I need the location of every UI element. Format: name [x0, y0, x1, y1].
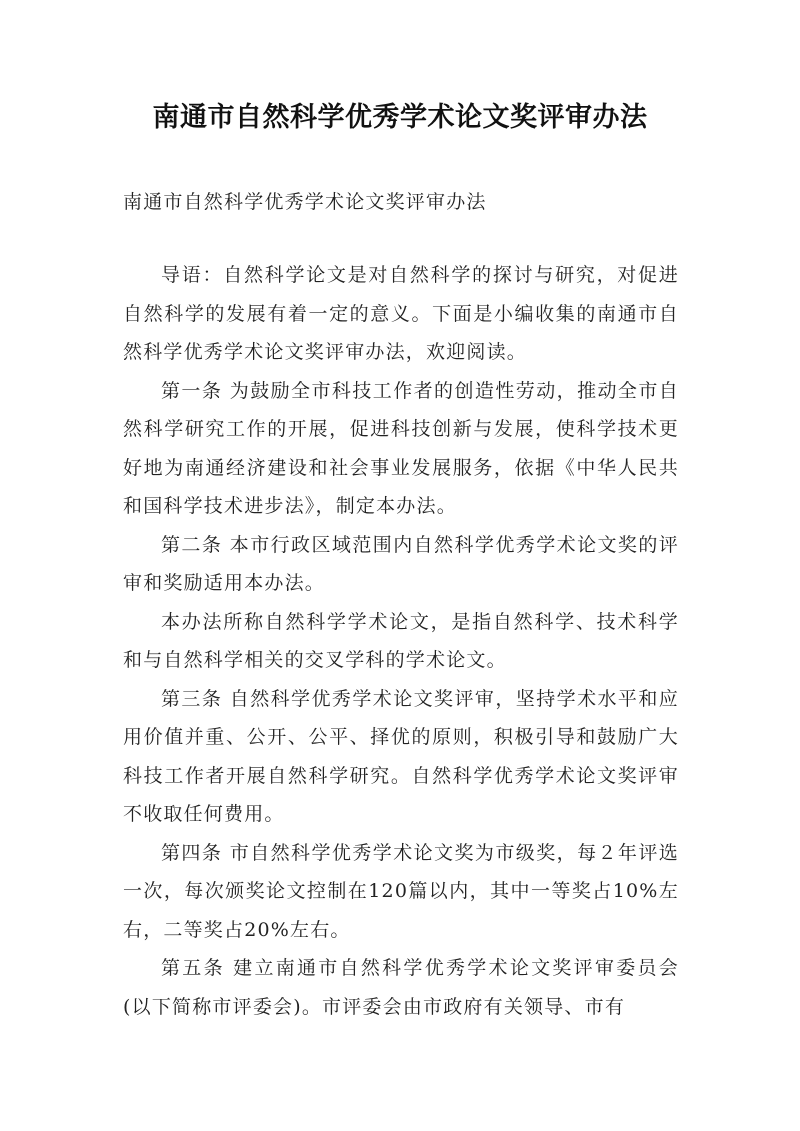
paragraph-definition: 本办法所称自然科学学术论文，是指自然科学、技术科学和与自然科学相关的交叉学科的学术论文。 [123, 610, 679, 671]
paragraph-intro: 导语：自然科学论文是对自然科学的探讨与研究，对促进自然科学的发展有着一定的意义。下面是小编收集的南通市自然科学优秀学术论文奖评审办法，欢迎阅读。 [123, 264, 679, 363]
paragraph-article-2: 第二条 本市行政区域范围内自然科学优秀学术论文奖的评审和奖励适用本办法。 [123, 533, 679, 594]
document-title: 南通市自然科学优秀学术论文奖评审办法 [152, 102, 648, 133]
paragraph-article-4: 第四条 市自然科学优秀学术论文奖为市级奖，每２年评选一次，每次颁奖论文控制在120篇以内，其中一等奖占10%左右，二等奖占20%左右。 [123, 841, 679, 941]
document-body [123, 256, 679, 1026]
paragraph-article-3: 第三条 自然科学优秀学术论文奖评审，坚持学术水平和应用价值并重、公开、公平、择优的原则，积极引导和鼓励广大科技工作者开展自然科学研究。自然科学优秀学术论文奖评审不收取任何费用。 [123, 687, 679, 825]
paragraph-article-5: 第五条 建立南通市自然科学优秀学术论文奖评审委员会(以下简称市评委会)。市评委会由市政府有关领导、市有 [123, 957, 679, 1018]
document-subtitle: 南通市自然科学优秀学术论文奖评审办法 [123, 191, 487, 213]
paragraph-article-1: 第一条 为鼓励全市科技工作者的创造性劳动，推动全市自然科学研究工作的开展，促进科技创新与发展，使科学技术更好地为南通经济建设和社会事业发展服务，依据《中华人民共和国科学技术进步法》，制定本办法。 [123, 379, 679, 517]
